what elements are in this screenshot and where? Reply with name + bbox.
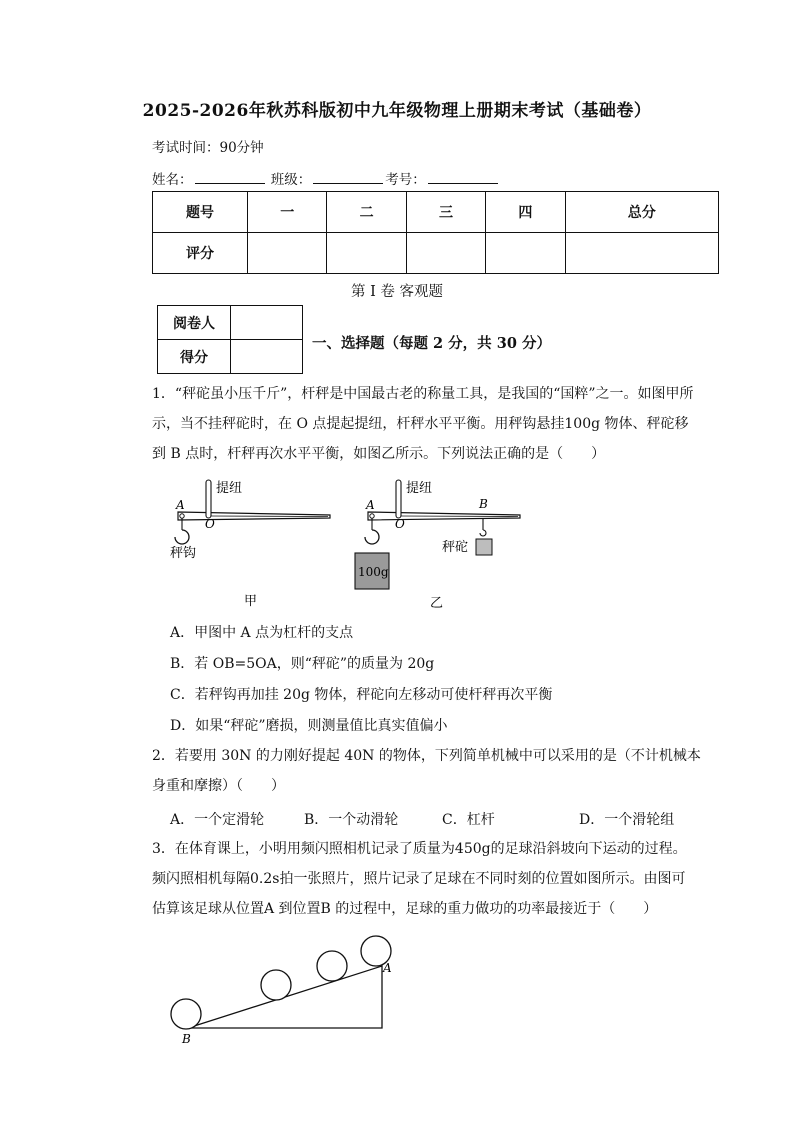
question-1-line: 1．“秤砣虽小压千斤”，杆秤是中国最古老的称量工具，是我国的“国粹”之一。如图甲所: [152, 386, 694, 402]
reviewer-score-label: 得分: [158, 340, 231, 374]
point-a-marker: [180, 514, 184, 518]
score-cell[interactable]: [486, 233, 565, 274]
score-cell[interactable]: [248, 233, 327, 274]
score-table-cell: 三: [406, 192, 485, 233]
number-label: 考号：: [385, 172, 426, 188]
question-2-stem: [152, 741, 722, 801]
exam-title: 2025-2026年秋苏科版初中九年级物理上册期末考试（基础卷）: [142, 101, 652, 121]
label-b: B: [182, 1032, 191, 1046]
label-o: O: [395, 517, 405, 531]
question-3-line: 频闪照相机每隔0.2s拍一张照片，照片记录了足球在不同时刻的位置如图所示。由图可: [152, 871, 686, 887]
q2-options: [170, 809, 710, 829]
label-weight: 秤砣: [442, 540, 469, 555]
q1-option-a[interactable]: A．甲图中 A 点为杠杆的支点: [170, 625, 354, 641]
label-a: A: [383, 961, 392, 975]
score-table-score-row: [153, 233, 719, 274]
q2-option-d[interactable]: D．一个滑轮组: [579, 812, 675, 828]
label-b: B: [479, 497, 488, 511]
name-label: 姓名：: [152, 172, 193, 188]
ball-position-3: [317, 951, 347, 981]
caption-jia: 甲: [244, 594, 258, 609]
label-knob: 提纽: [216, 481, 243, 496]
score-table-cell: 总分: [565, 192, 719, 233]
question-1-line: 示，当不挂秤砣时，在 O 点提起提纽，杆秤水平平衡。用秤钩悬挂100g 物体、秤砣移: [152, 416, 689, 432]
choice-section-title: 一、选择题（每题 2 分，共 30 分）: [312, 335, 551, 352]
beam-center-line: [210, 516, 328, 517]
label-a: A: [176, 498, 185, 512]
score-table: [152, 191, 719, 274]
ball-position-b: [171, 999, 201, 1029]
label-o: O: [205, 517, 215, 531]
score-table-cell: 二: [327, 192, 406, 233]
q1-option-c[interactable]: C．若秤钩再加挂 20g 物体，秤砣向左移动可使杆秤再次平衡: [170, 687, 553, 703]
reviewer-table: [157, 305, 303, 374]
reviewer-cell[interactable]: [231, 306, 303, 340]
q1-option-b[interactable]: B．若 OB=5OA，则“秤砣”的质量为 20g: [170, 656, 435, 672]
question-3-line: 3．在体育课上，小明用频闪照相机记录了质量为450g的足球沿斜坡向下运动的过程。: [152, 841, 687, 857]
counterweight: [476, 539, 492, 555]
reviewer-label: 阅卷人: [158, 306, 231, 340]
name-field[interactable]: [195, 171, 265, 184]
question-1-line: 到 B 点时，杆秤再次水平平衡，如图乙所示。下列说法正确的是（ ）: [152, 446, 606, 462]
knob-rod: [396, 480, 401, 518]
question-3-stem: [152, 834, 722, 924]
label-knob: 提纽: [406, 481, 433, 496]
score-cell[interactable]: [327, 233, 406, 274]
label-a: A: [366, 498, 375, 512]
hook-icon: [365, 530, 379, 544]
question-1-stem: [152, 379, 722, 469]
score-cell[interactable]: [565, 233, 719, 274]
caption-yi: 乙: [430, 596, 444, 611]
score-row-label: 评分: [153, 233, 248, 274]
score-table-cell: 一: [248, 192, 327, 233]
slope-figure: [160, 930, 410, 1050]
label-hook: 秤钩: [170, 546, 197, 561]
score-table-header-row: [153, 192, 719, 233]
mass-label: 100g: [358, 565, 389, 579]
q1-option-d[interactable]: D．如果“秤砣”磨损，则测量值比真实值偏小: [170, 718, 448, 734]
q2-option-c[interactable]: C．杠杆: [442, 812, 495, 828]
score-table-cell: 题号: [153, 192, 248, 233]
q2-option-b[interactable]: B．一个动滑轮: [304, 812, 399, 828]
steelyard-figure: [160, 470, 540, 615]
hook-icon: [175, 530, 189, 544]
question-2-line: 2．若要用 30N 的力刚好提起 40N 的物体，下列简单机械中可以采用的是（不计机械本: [152, 748, 701, 764]
class-label: 班级：: [270, 172, 312, 188]
steelyard-jia: [170, 480, 330, 561]
score-cell[interactable]: [406, 233, 485, 274]
knob-rod: [206, 480, 211, 518]
reviewer-score-cell[interactable]: [231, 340, 303, 374]
number-field[interactable]: [428, 171, 498, 184]
student-info-line: [152, 168, 500, 188]
beam-center-line: [400, 516, 518, 517]
question-3-line: 估算该足球从位置A 到位置B 的过程中，足球的重力做功的功率最接近于（ ）: [152, 901, 658, 917]
steelyard-yi: [355, 480, 520, 589]
ball-position-2: [261, 970, 291, 1000]
score-table-cell: 四: [486, 192, 565, 233]
weight-hook-icon: [480, 530, 486, 536]
section-title: 第 I 卷 客观题: [350, 284, 444, 300]
q2-option-a[interactable]: A．一个定滑轮: [170, 812, 265, 828]
exam-time: 考试时间：90分钟: [152, 140, 264, 156]
point-a-marker: [370, 514, 374, 518]
class-field[interactable]: [313, 171, 383, 184]
question-2-line: 身重和摩擦）（ ）: [152, 778, 285, 794]
